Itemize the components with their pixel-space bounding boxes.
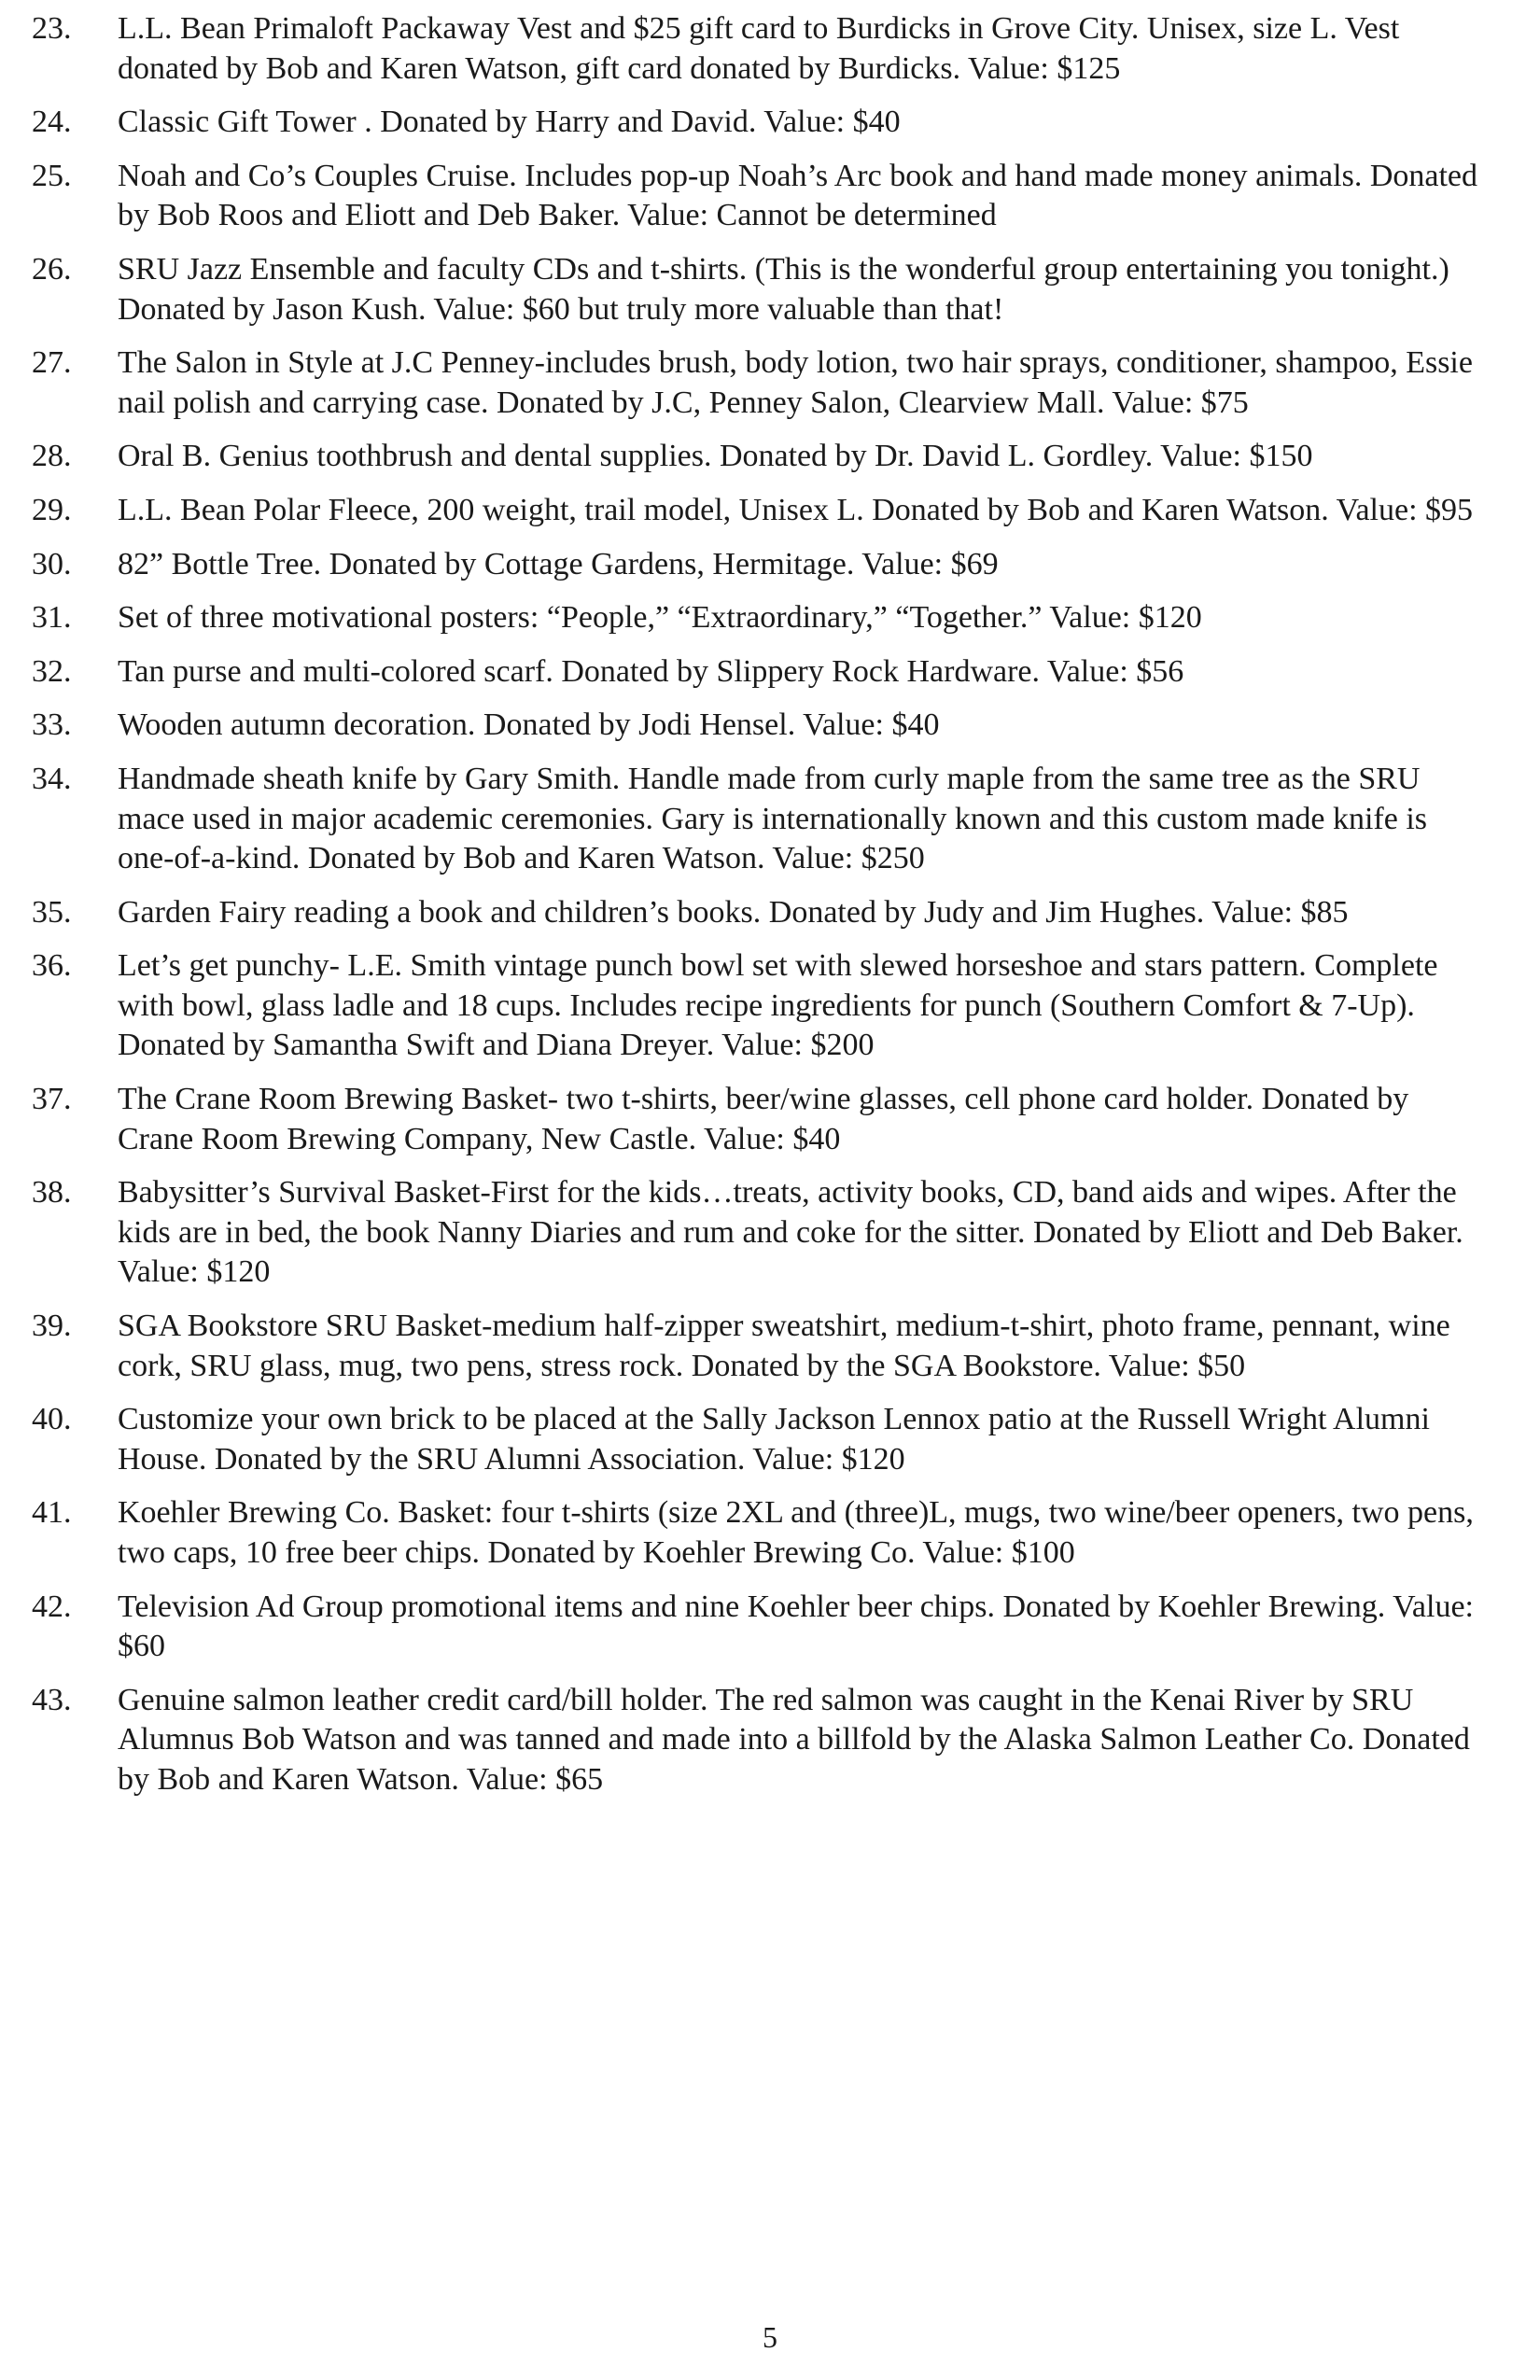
list-item [32,157,1488,236]
list-item [32,343,1488,423]
list-item [32,598,1488,638]
item-number: 29. [32,492,72,527]
list-item [32,103,1488,143]
item-description: Set of three motivational posters: “People,” “Extraordinary,” “Together.” Value: $120 [118,600,1202,636]
list-item [32,1400,1488,1479]
item-description: Tan purse and multi-colored scarf. Donated by Slippery Rock Hardware. Value: $56 [118,653,1184,689]
list-item [32,9,1488,89]
item-number: 33. [32,707,72,743]
item-description: Classic Gift Tower . Donated by Harry and David. Value: $40 [118,105,901,140]
item-number: 37. [32,1082,72,1117]
list-item [32,437,1488,477]
item-description: L.L. Bean Polar Fleece, 200 weight, trail model, Unisex L. Donated by Bob and Karen Watson. Value: $95 [118,492,1474,527]
item-description: L.L. Bean Primaloft Packaway Vest and $25 gift card to Burdicks in Grove City. Unisex, size L. Vest donated by Bob and Karen Watson, gift card donated by Burdicks. Value: $125 [118,11,1400,86]
item-number: 39. [32,1309,72,1344]
item-number: 25. [32,158,72,193]
list-item [32,946,1488,1066]
list-item [32,545,1488,585]
list-item [32,706,1488,746]
item-number: 31. [32,600,72,636]
item-number: 36. [32,948,72,984]
item-description: Garden Fairy reading a book and children’s books. Donated by Judy and Jim Hughes. Value: $85 [118,894,1349,930]
list-item [32,1307,1488,1386]
list-item [32,1493,1488,1573]
list-item [32,250,1488,329]
item-description: Noah and Co’s Couples Cruise. Includes pop-up Noah’s Arc book and hand made money animals. Donated by Bob Roos and Eliott and Deb Baker. Value: Cannot be determined [118,158,1478,233]
item-number: 42. [32,1589,72,1624]
item-number: 23. [32,11,72,46]
item-number: 35. [32,894,72,930]
item-description: Wooden autumn decoration. Donated by Jodi Hensel. Value: $40 [118,707,940,743]
list-item [32,1173,1488,1293]
item-description: 82” Bottle Tree. Donated by Cottage Gardens, Hermitage. Value: $69 [118,546,999,581]
item-number: 30. [32,546,72,581]
item-number: 24. [32,105,72,140]
item-description: The Crane Room Brewing Basket- two t-shirts, beer/wine glasses, cell phone card holder. Donated by Crane Room Brewing Company, New Castle. Value: $40 [118,1082,1409,1156]
item-description: Koehler Brewing Co. Basket: four t-shirts (size 2XL and (three)L, mugs, two wine/beer openers, two pens, two caps, 10 free beer chips. Donated by Koehler Brewing Co. Value: $100 [118,1495,1474,1570]
item-description: The Salon in Style at J.C Penney-includes brush, body lotion, two hair sprays, conditioner, shampoo, Essie nail polish and carrying case. Donated by J.C, Penney Salon, Clearview Mall. Value: $75 [118,345,1473,420]
item-number: 32. [32,653,72,689]
list-item [32,1080,1488,1159]
item-description: Let’s get punchy- L.E. Smith vintage punch bowl set with slewed horseshoe and stars pattern. Complete with bowl, glass ladle and 18 cups. Includes recipe ingredients for punch (Southern Comfort & 7-Up). Donated by Samantha Swift and Diana Dreyer. Value: $200 [118,948,1438,1063]
item-number: 27. [32,345,72,381]
item-number: 28. [32,439,72,474]
list-item [32,652,1488,693]
page-number: 5 [763,2320,777,2354]
list-item [32,893,1488,933]
list-item [32,1588,1488,1667]
item-description: Handmade sheath knife by Gary Smith. Handle made from curly maple from the same tree as the SRU mace used in major academic ceremonies. Gary is internationally known and this custom made knife is one-of-a-kind. Donated by Bob and Karen Watson. Value: $250 [118,761,1428,876]
item-description: Genuine salmon leather credit card/bill holder. The red salmon was caught in the Kenai River by SRU Alumnus Bob Watson and was tanned and made into a billfold by the Alaska Salmon Leather Co. Donated by Bob and Karen Watson. Value: $65 [118,1682,1470,1797]
item-description: Customize your own brick to be placed at the Sally Jackson Lennox patio at the Russell Wright Alumni House. Donated by the SRU Alumni Association. Value: $120 [118,1402,1430,1477]
item-number: 26. [32,251,72,287]
item-number: 38. [32,1175,72,1211]
list-item [32,491,1488,531]
item-description: Oral B. Genius toothbrush and dental supplies. Donated by Dr. David L. Gordley. Value: $150 [118,439,1313,474]
item-number: 43. [32,1682,72,1717]
item-description: Television Ad Group promotional items and nine Koehler beer chips. Donated by Koehler Brewing. Value: $60 [118,1589,1474,1664]
item-number: 40. [32,1402,72,1437]
auction-item-list [32,9,1488,1814]
list-item [32,1681,1488,1800]
item-description: SGA Bookstore SRU Basket-medium half-zipper sweatshirt, medium-t-shirt, photo frame, pennant, wine cork, SRU glass, mug, two pens, stress rock. Donated by the SGA Bookstore. Value: $50 [118,1309,1450,1383]
list-item [32,760,1488,879]
item-number: 34. [32,761,72,796]
item-description: Babysitter’s Survival Basket-First for the kids…treats, activity books, CD, band aids and wipes. After the kids are in bed, the book Nanny Diaries and rum and coke for the sitter. Donated by Eliott and Deb Baker. Value: $120 [118,1175,1463,1290]
item-number: 41. [32,1495,72,1531]
item-description: SRU Jazz Ensemble and faculty CDs and t-shirts. (This is the wonderful group entertaining you tonight.) Donated by Jason Kush. Value: $60 but truly more valuable than that! [118,251,1449,327]
